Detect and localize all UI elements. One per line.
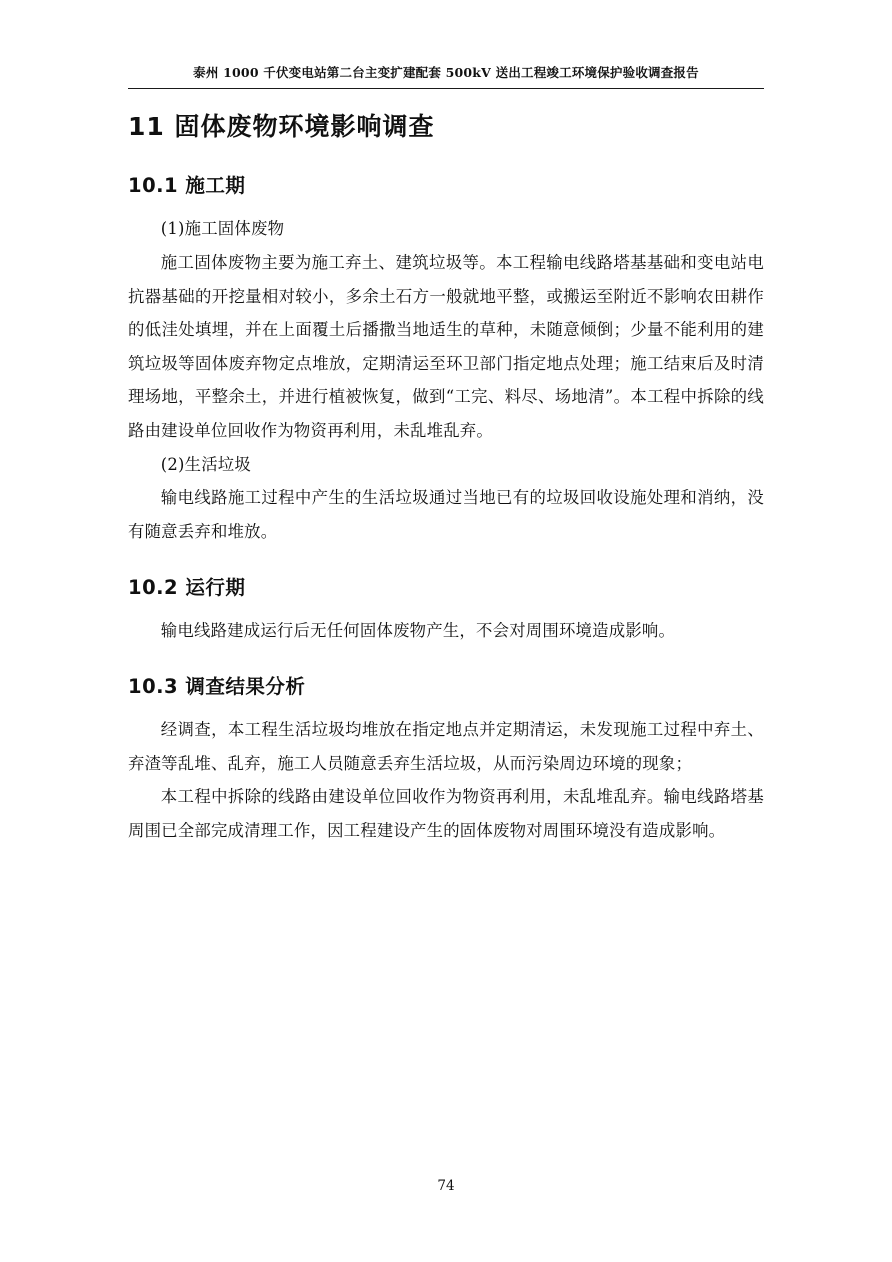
paragraph-3-1: 经调查，本工程生活垃圾均堆放在指定地点并定期清运，未发现施工过程中弃土、弃渣等乱堆、乱弃，施工人员随意丢弃生活垃圾，从而污染周边环境的现象； <box>128 719 764 773</box>
section-heading-3: 10.3 调查结果分析 <box>128 674 306 698</box>
paragraph-1-4: 输电线路施工过程中产生的生活垃圾通过当地已有的垃圾回收设施处理和消纳，没有随意丢弃和堆放。 <box>128 488 764 541</box>
paragraph-1-2: 施工固体废物主要为施工弃土、建筑垃圾等。本工程输电线路塔基基础和变电站电抗器基础的开挖量相对较小，多余土石方一般就地平整，或搬运至附近不影响农田耕作的低洼处填埋，并在上面覆土后播撒当地适生的草种，未随意倾倒；少量不能利用的建筑垃圾等固体废弃物定点堆放，定期清运至环卫部门指定地点处理；施工结束后及时清理场地，平整余土，并进行植被恢复，做到“工完、料尽、场地清”。本工程中拆除的线路由建设单位回收作为物资再利用，未乱堆乱弃。 <box>128 252 764 441</box>
section-heading-1: 10.1 施工期 <box>128 174 246 197</box>
running-header: 泰州 1000 千伏变电站第二台主变扩建配套 500kV 送出工程竣工环境保护验收调查报告 <box>193 65 699 80</box>
page-content <box>128 64 764 847</box>
paragraph-1-3: (2)生活垃圾 <box>160 454 251 474</box>
page-number: 74 <box>437 1178 455 1194</box>
header-divider <box>128 88 764 89</box>
chapter-title: 11 固体废物环境影响调查 <box>128 111 435 141</box>
section-heading-2: 10.2 运行期 <box>128 575 246 599</box>
paragraph-2-1: 输电线路建成运行后无任何固体废物产生，不会对周围环境造成影响。 <box>160 620 676 640</box>
paragraph-3-2: 本工程中拆除的线路由建设单位回收作为物资再利用，未乱堆乱弃。输电线路塔基周围已全部完成清理工作，因工程建设产生的固体废物对周围环境没有造成影响。 <box>128 787 764 840</box>
paragraph-1-1: (1)施工固体废物 <box>160 219 285 239</box>
